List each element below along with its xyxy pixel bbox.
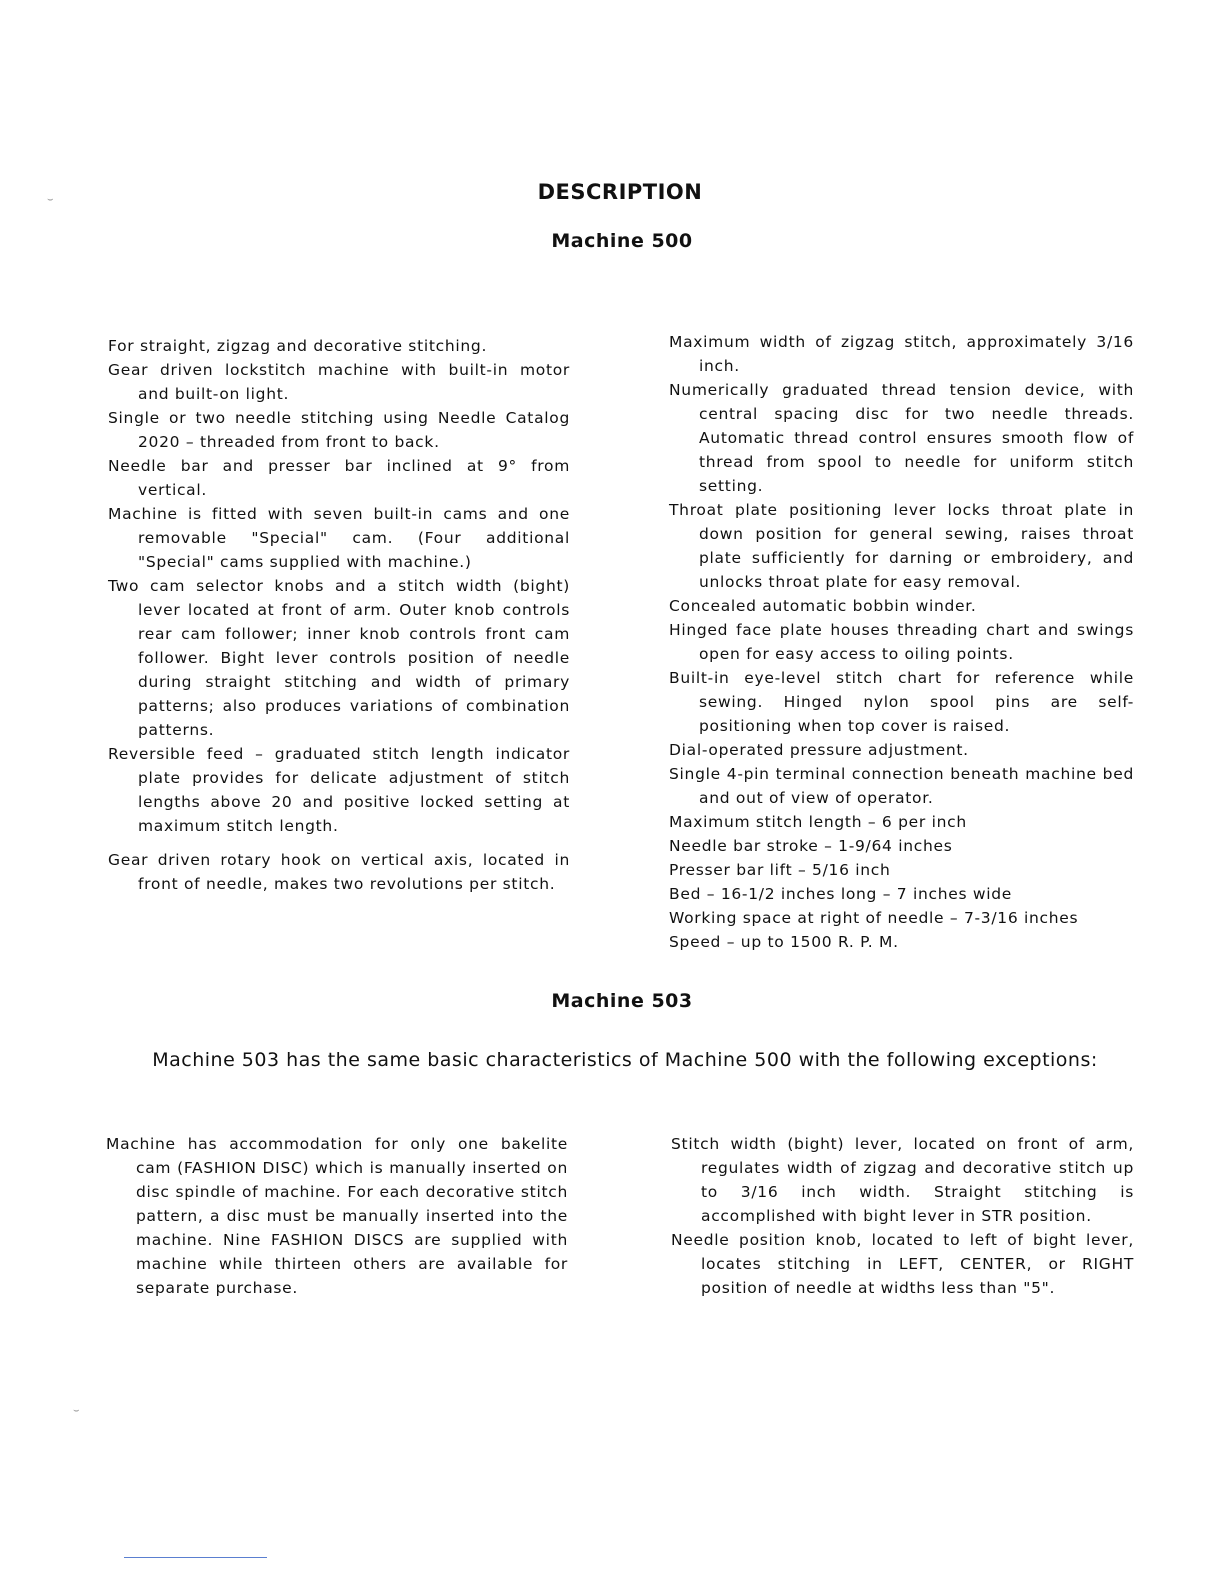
machine-503-heading: Machine 503 xyxy=(551,990,693,1012)
spec-item: Reversible feed – graduated stitch length indicator plate provides for delicate adjustment of stitch lengths above 20 and positive locked setting at maximum stitch length. xyxy=(108,745,570,835)
spec-item: Stitch width (bight) lever, located on front of arm, regulates width of zigzag and decorative stitch up to 3/16 inch width. Straight stitching is accomplished with bight lever in STR position. xyxy=(671,1135,1134,1225)
spec-item: Working space at right of needle – 7-3/16 inches xyxy=(669,909,1079,927)
machine-500-heading: Machine 500 xyxy=(551,230,693,252)
spec-item: Maximum stitch length – 6 per inch xyxy=(669,813,967,831)
machine-503-left-column xyxy=(106,1132,568,1300)
spec-item: Single 4-pin terminal connection beneath machine bed and out of view of operator. xyxy=(669,765,1134,807)
machine-503-intro: Machine 503 has the same basic characteristics of Machine 500 with the following exceptions: xyxy=(152,1049,1098,1071)
spec-item: Gear driven rotary hook on vertical axis, located in front of needle, makes two revolutions per stitch. xyxy=(108,851,570,893)
spec-item: Throat plate positioning lever locks throat plate in down position for general sewing, raises throat plate sufficiently for darning or embroidery, and unlocks throat plate for easy removal. xyxy=(669,501,1134,591)
spec-item: Machine is fitted with seven built-in cams and one removable "Special" cam. (Four additional "Special" cams supplied with machine.) xyxy=(108,505,570,571)
machine-500-right-column xyxy=(669,330,1134,954)
spec-item: Dial-operated pressure adjustment. xyxy=(669,741,969,759)
spec-item: Concealed automatic bobbin winder. xyxy=(669,597,977,615)
spec-item: Hinged face plate houses threading chart and swings open for easy access to oiling points. xyxy=(669,621,1134,663)
spec-item: Needle bar and presser bar inclined at 9° from vertical. xyxy=(108,457,570,499)
spec-item: Needle position knob, located to left of bight lever, locates stitching in LEFT, CENTER, or RIGHT position of needle at widths less than "5". xyxy=(671,1231,1134,1297)
scan-mark-bottom: ⌣ xyxy=(73,1405,80,1416)
spec-item: Bed – 16-1/2 inches long – 7 inches wide xyxy=(669,885,1013,903)
spec-item: Maximum width of zigzag stitch, approximately 3/16 inch. xyxy=(669,333,1134,375)
footer-line xyxy=(124,1557,267,1558)
spec-item: Needle bar stroke – 1-9/64 inches xyxy=(669,837,953,855)
machine-503-right-column xyxy=(671,1132,1134,1300)
spec-item: For straight, zigzag and decorative stitching. xyxy=(108,337,488,355)
page-title: DESCRIPTION xyxy=(537,180,703,204)
spec-item: Gear driven lockstitch machine with built-in motor and built-on light. xyxy=(108,361,570,403)
spec-item: Two cam selector knobs and a stitch width (bight) lever located at front of arm. Outer knob controls rear cam follower; inner knob controls front cam follower. Bight lever controls position of needle during straight stitching and width of primary patterns; also produces variations of combination patterns. xyxy=(108,577,570,739)
spec-item: Presser bar lift – 5/16 inch xyxy=(669,861,891,879)
spec-item: Single or two needle stitching using Needle Catalog 2020 – threaded from front to back. xyxy=(108,409,570,451)
scan-mark-top: ⌣ xyxy=(47,194,54,205)
spec-item: Speed – up to 1500 R. P. M. xyxy=(669,933,899,951)
spec-item: Numerically graduated thread tension device, with central spacing disc for two needle threads. Automatic thread control ensures smooth flow of thread from spool to needle for uniform stitch setting. xyxy=(669,381,1134,495)
machine-500-left-column xyxy=(108,334,570,896)
spec-item: Machine has accommodation for only one bakelite cam (FASHION DISC) which is manually inserted on disc spindle of machine. For each decorative stitch pattern, a disc must be manually inserted into the machine. Nine FASHION DISCS are supplied with machine while thirteen others are available for separate purchase. xyxy=(106,1135,568,1297)
spec-item: Built-in eye-level stitch chart for reference while sewing. Hinged nylon spool pins are self-positioning when top cover is raised. xyxy=(669,669,1134,735)
